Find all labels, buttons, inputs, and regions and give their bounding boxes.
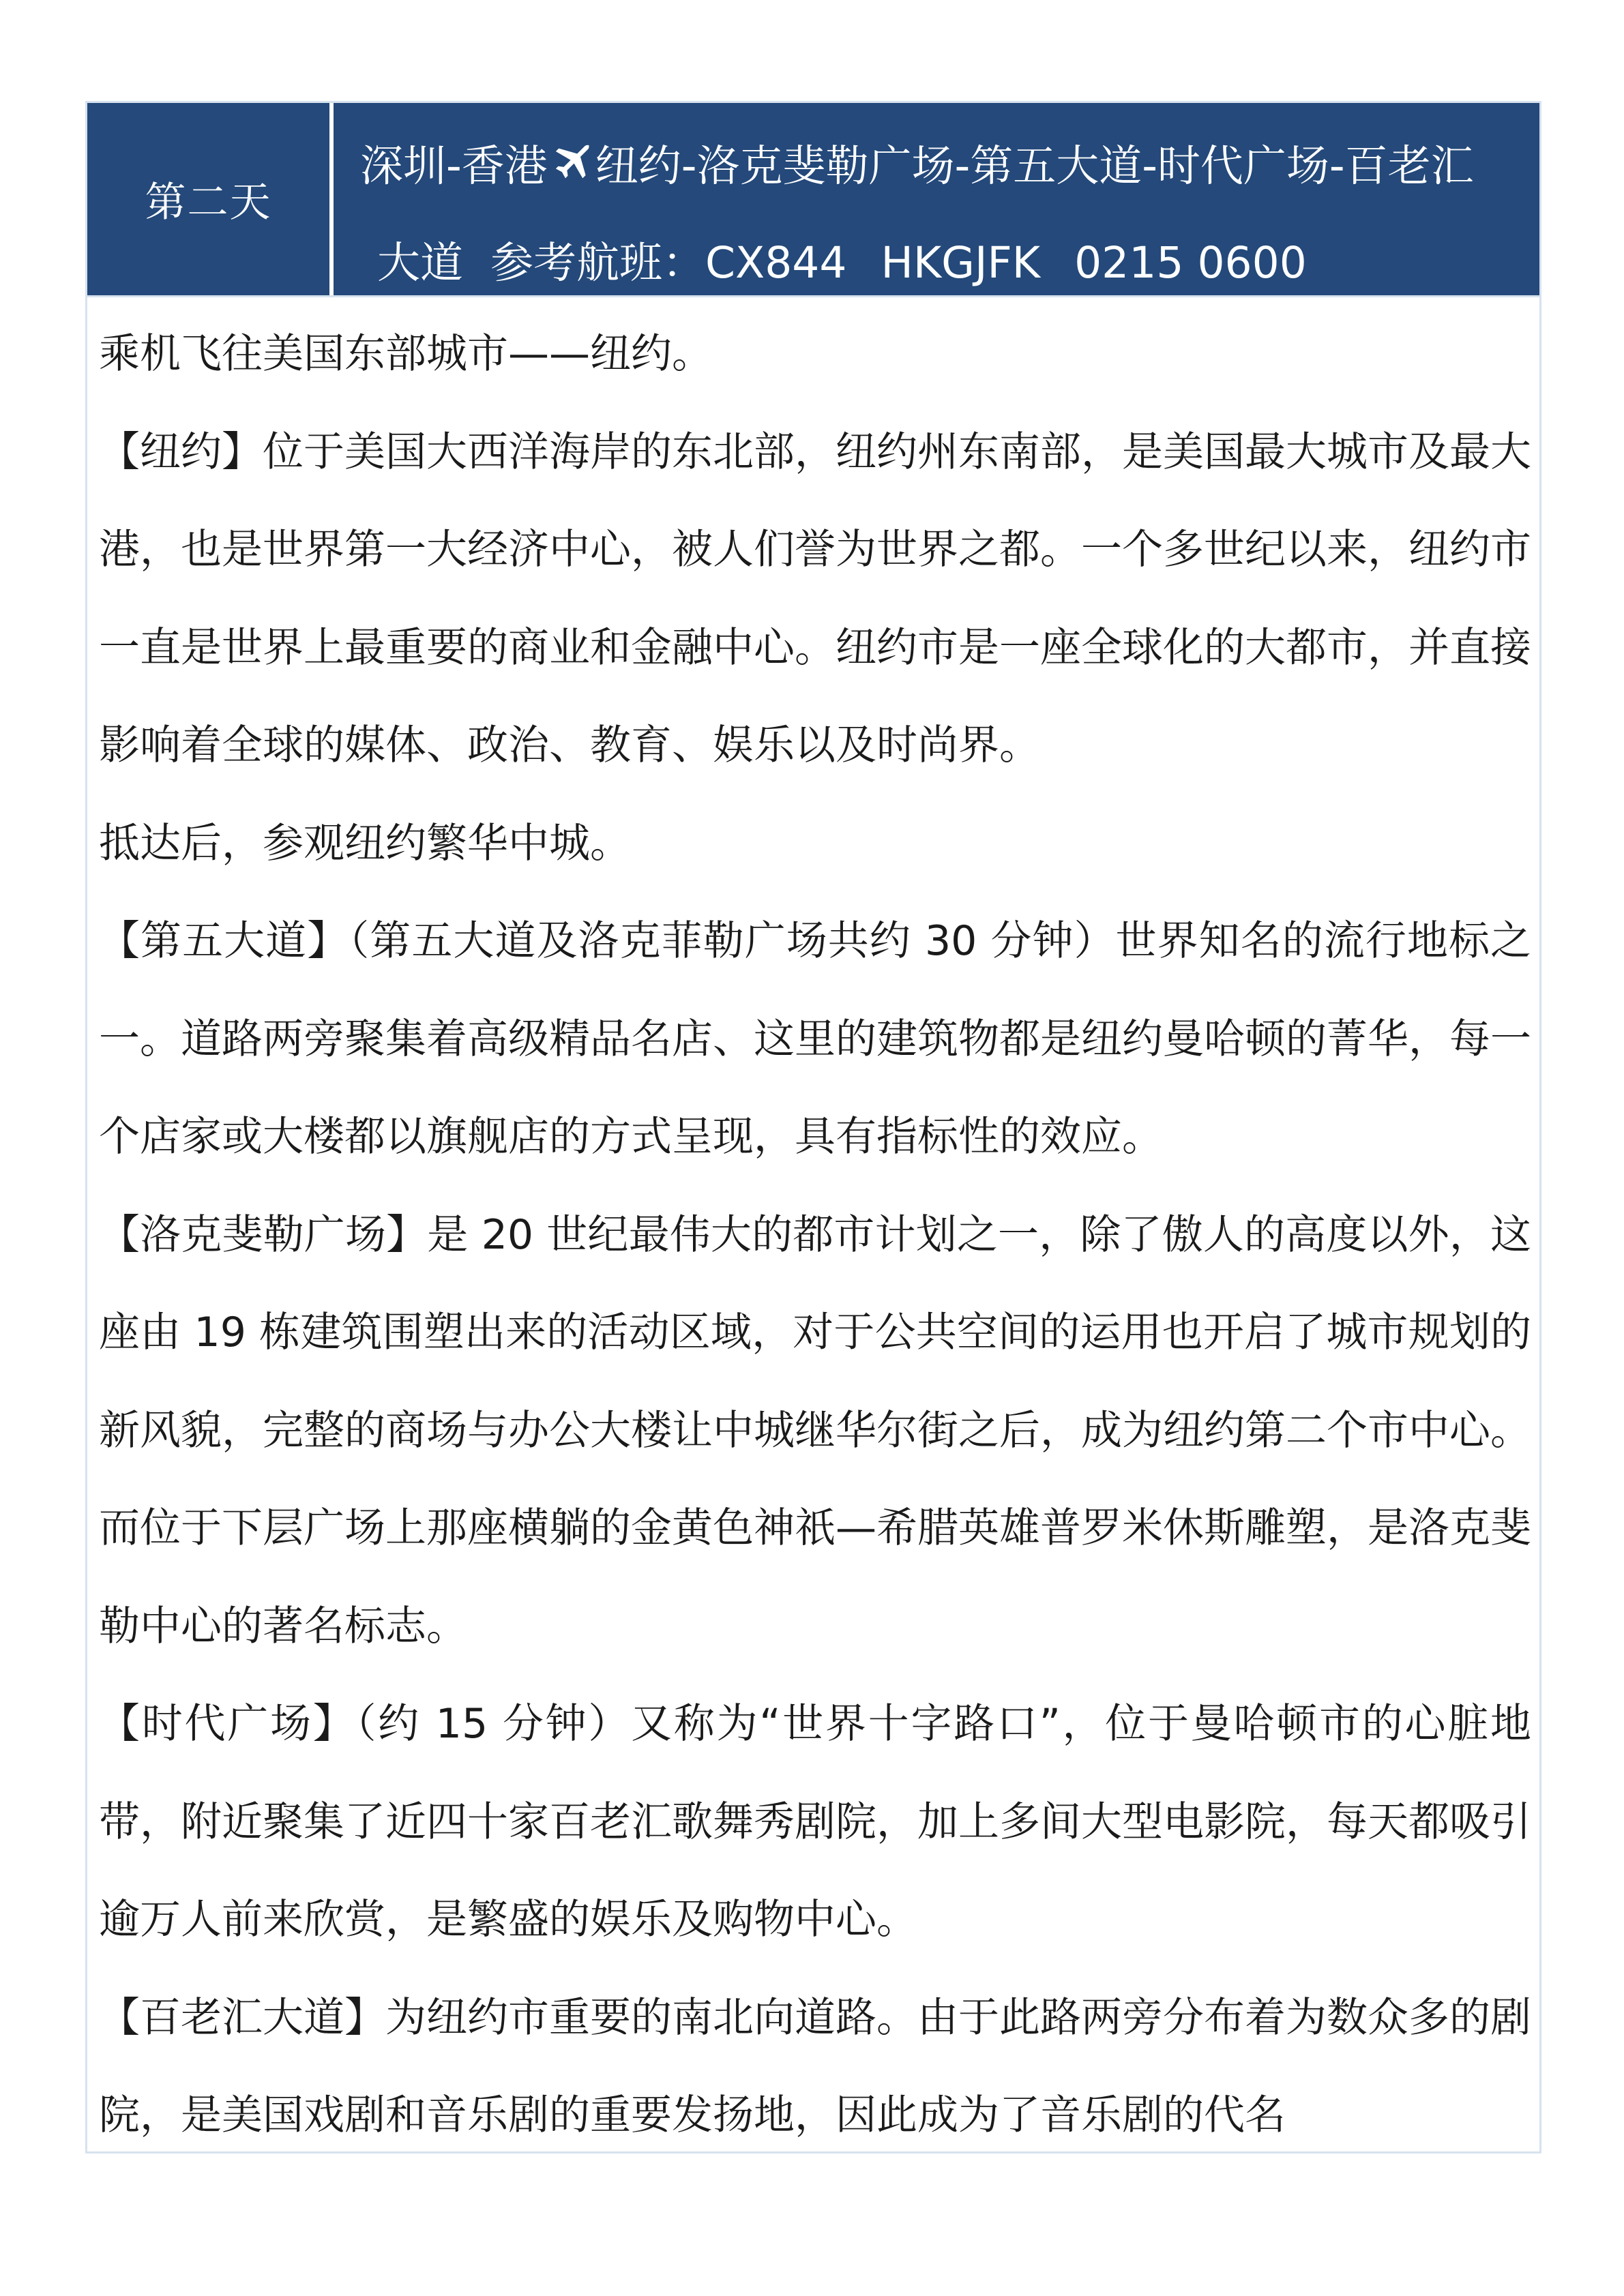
- airplane-icon: [549, 140, 594, 185]
- flight-route: HKGJFK: [881, 238, 1041, 288]
- route-title-line-1: [360, 118, 1533, 215]
- route-destinations: 纽约-洛克斐勒广场-第五大道-时代广场-百老汇: [595, 141, 1474, 191]
- paragraph-fifth-avenue: 【第五大道】（第五大道及洛克菲勒广场共约 30 分钟）世界知名的流行地标之一。道路两旁聚集着高级精品名店、这里的建筑物都是纽约曼哈顿的菁华，每一个店家或大楼都以旗舰店的方式呈现，具有指标性的效应。: [99, 917, 1531, 1161]
- day-label: 第二天: [145, 179, 272, 226]
- route-origin: 深圳-香港: [360, 141, 548, 191]
- flight-time: 0215 0600: [1074, 238, 1307, 288]
- paragraph-broadway: 【百老汇大道】为纽约市重要的南北向道路。由于此路两旁分布着为数众多的剧院，是美国戏剧和音乐剧的重要发扬地，因此成为了音乐剧的代名: [99, 1993, 1531, 2139]
- day-header: [85, 101, 1541, 297]
- paragraph-departure: 乘机飞往美国东部城市——纽约。: [99, 330, 713, 378]
- paragraph-new-york: 【纽约】位于美国大西洋海岸的东北部，纽约州东南部，是美国最大城市及最大港，也是世界第一大经济中心，被人们誉为世界之都。一个多世纪以来，纽约市一直是世界上最重要的商业和金融中心。纽约市是一座全球化的大都市，并直接影响着全球的媒体、政治、教育、娱乐以及时尚界。: [99, 428, 1531, 769]
- route-title-line-2: [360, 215, 1533, 312]
- paragraph-arrival: 抵达后，参观纽约繁华中城。: [99, 819, 631, 867]
- paragraph-times-square: 【时代广场】（约 15 分钟）又称为“世界十字路口”，位于曼哈顿市的心脏地带，附近聚集了近四十家百老汇歌舞秀剧院，加上多间大型电影院，每天都吸引逾万人前来欣赏，是繁盛的娱乐及购物中心。: [99, 1700, 1531, 1943]
- header-divider: [329, 103, 334, 295]
- flight-info: 大道 参考航班：CX844: [377, 238, 847, 288]
- paragraph-rockefeller: 【洛克斐勒广场】是 20 世纪最伟大的都市计划之一，除了傲人的高度以外，这座由 19 栋建筑围塑出来的活动区域，对于公共空间的运用也开启了城市规划的新风貌，完整的商场与办公大楼让中城继华尔街之后，成为纽约第二个市中心。而位于下层广场上那座横躺的金黄色神祇—希腊英雄普罗米休斯雕塑，是洛克斐勒中心的著名标志。: [99, 1210, 1531, 1650]
- itinerary-content: [99, 305, 1531, 2165]
- route-title: [360, 118, 1533, 312]
